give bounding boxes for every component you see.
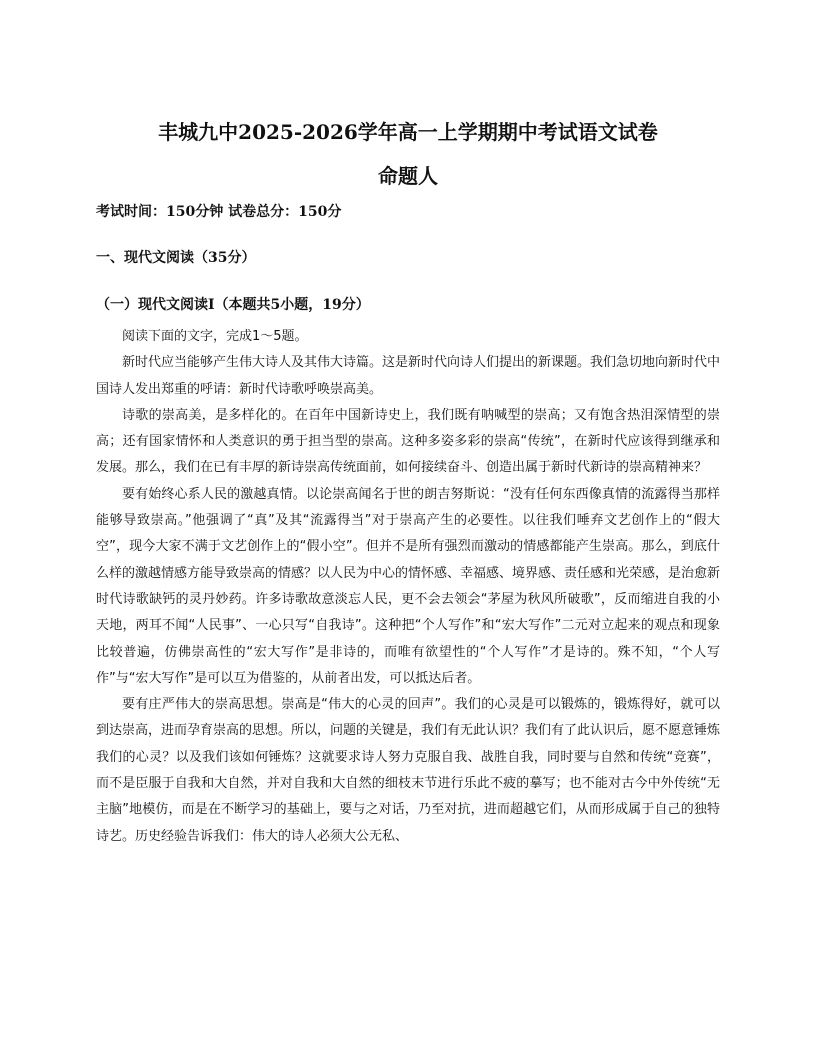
- paragraph: 要有庄严伟大的崇高思想。崇高是“伟大的心灵的回声”。我们的心灵是可以锻炼的，锻炼得好，就可以到达崇高，进而孕育崇高的思想。所以，问题的关键是，我们有无此认识？我们有了此认识后，愿不愿意锤炼我们的心灵？以及我们该如何锤炼？这就要求诗人努力克服自我、战胜自我，同时要与自然和传统“竞赛”，而不是臣服于自我和大自然，并对自我和大自然的细枝末节进行乐此不疲的摹写；也不能对古今中外传统“无主脑”地模仿，而是在不断学习的基础上，要与之对话，乃至对抗，进而超越它们，从而形成属于自己的独特诗艺。历史经验告诉我们：伟大的诗人必须大公无私、: [96, 697, 721, 844]
- section-heading: 一、现代文阅读（35分）: [96, 250, 256, 266]
- paragraph: 要有始终心系人民的激越真情。以论崇高闻名于世的朗吉努斯说：“没有任何东西像真情的流露得当那样能够导致崇高。”他强调了“真”及其“流露得当”对于崇高产生的必要性。以往我们唾弃文艺创作上的“假大空”，现今大家不满于文艺创作上的“假小空”。但并不是所有强烈而激动的情感都能产生崇高。那么，到底什么样的激越情感方能导致崇高的情感？以人民为中心的情怀感、幸福感、境界感、责任感和光荣感，是治愈新时代诗歌缺钙的灵丹妙药。许多诗歌故意淡忘人民，更不会去领会“茅屋为秋风所破歌”，反而缩进自我的小天地，两耳不闻“人民事”、一心只写“自我诗”。这种把“个人写作”和“宏大写作”二元对立起来的观点和现象比较普遍，仿佛崇高性的“宏大写作”是非诗的，而唯有欲望性的“个人写作”才是诗的。殊不知，“个人写作”与“宏大写作”是可以互为借鉴的，从前者出发，可以抵达后者。: [96, 486, 721, 686]
- exam-title: 丰城九中2025-2026学年高一上学期期中考试语文试卷: [158, 120, 658, 144]
- paragraph: 诗歌的崇高美，是多样化的。在百年中国新诗史上，我们既有呐喊型的崇高；又有饱含热泪深情型的崇高；还有国家情怀和人类意识的勇于担当型的崇高。这种多姿多彩的崇高“传统”，在新时代应该得到继承和发展。那么，我们在已有丰厚的新诗崇高传统面前，如何接续奋斗、创造出属于新时代新诗的崇高精神来？: [96, 407, 720, 476]
- exam-author-line: 命题人: [378, 164, 438, 188]
- exam-meta: 考试时间：150分钟 试卷总分：150分: [96, 204, 342, 220]
- paragraph: 新时代应当能够产生伟大诗人及其伟大诗篇。这是新时代向诗人们提出的新课题。我们急切地向新时代中国诗人发出郑重的呼请：新时代诗歌呼唤崇高美。: [96, 355, 721, 397]
- subsection-heading: （一）现代文阅读Ⅰ（本题共5小题，19分）: [96, 297, 370, 313]
- reading-passage: [96, 324, 720, 850]
- paragraph-instruction: 阅读下面的文字，完成1～5题。: [122, 329, 308, 344]
